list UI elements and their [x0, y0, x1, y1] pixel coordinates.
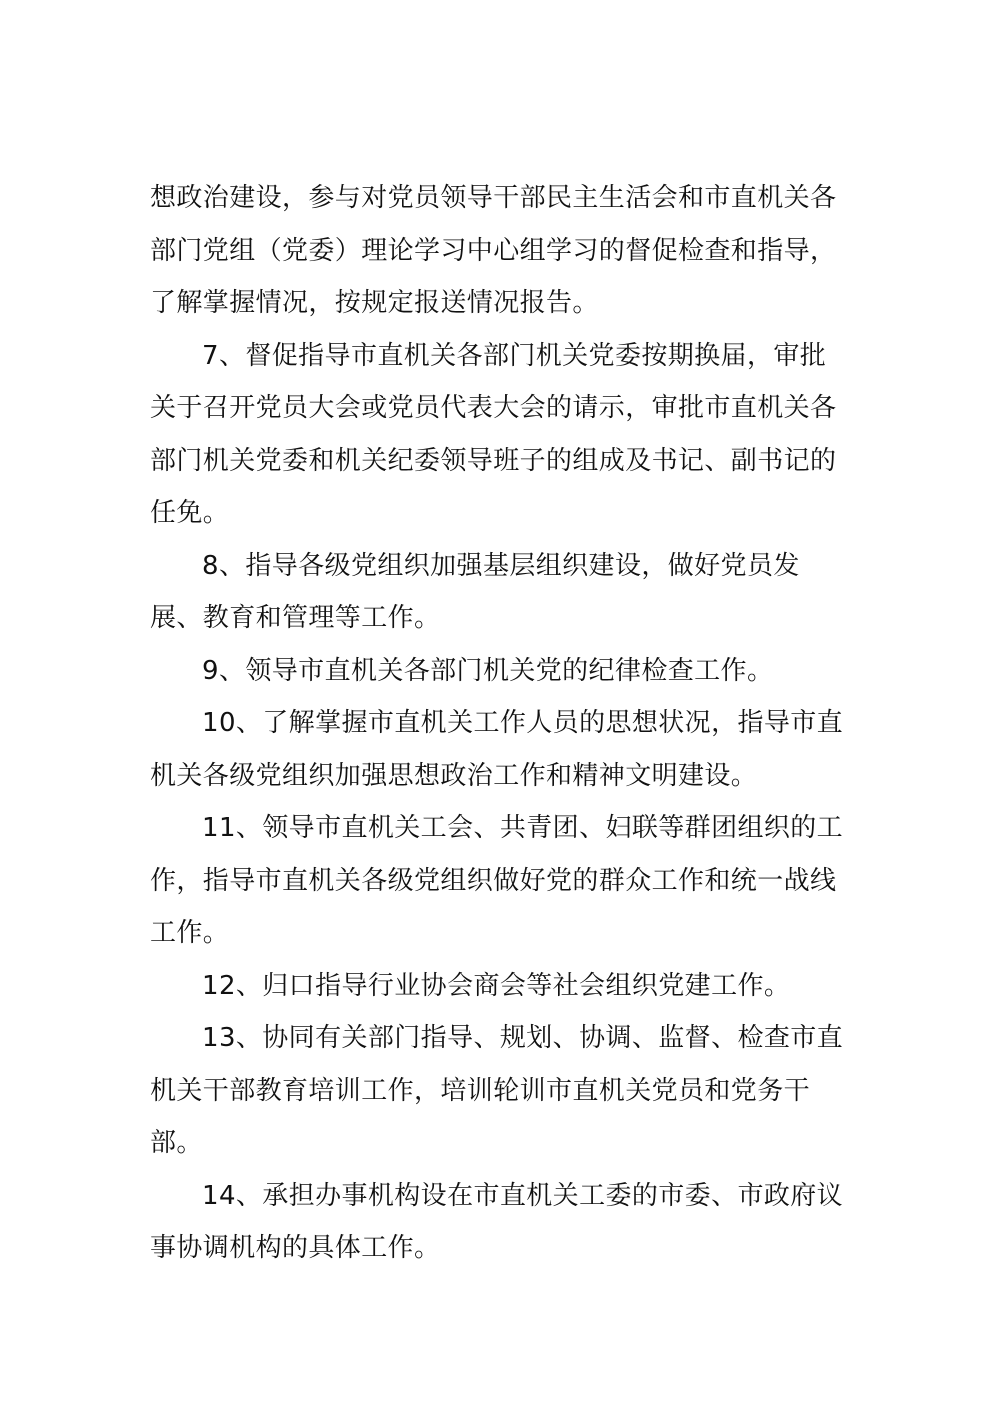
paragraph-item-8: 8、指导各级党组织加强基层组织建设，做好党员发展、教育和管理等工作。: [150, 550, 800, 633]
paragraph-continuation: 想政治建设，参与对党员领导干部民主生活会和市直机关各部门党组（党委）理论学习中心组学习的督促检查和指导，了解掌握情况，按规定报送情况报告。: [150, 183, 837, 318]
paragraph-item-14: 14、承担办事机构设在市直机关工委的市委、市政府议事协调机构的具体工作。: [150, 1180, 844, 1263]
paragraph-item-11: 11、领导市直机关工会、共青团、妇联等群团组织的工作，指导市直机关各级党组织做好党的群众工作和统一战线工作。: [150, 813, 844, 948]
document-body: [150, 172, 850, 1275]
paragraph-item-9: 9、领导市直机关各部门机关党的纪律检查工作。: [202, 655, 774, 686]
paragraph-item-12: 12、归口指导行业协会商会等社会组织党建工作。: [202, 970, 791, 1001]
paragraph-item-13: 13、协同有关部门指导、规划、协调、监督、检查市直机关干部教育培训工作，培训轮训市直机关党员和党务干部。: [150, 1023, 844, 1158]
paragraph-item-7: 7、督促指导市直机关各部门机关党委按期换届，审批关于召开党员大会或党员代表大会的请示，审批市直机关各部门机关党委和机关纪委领导班子的组成及书记、副书记的任免。: [150, 340, 837, 528]
paragraph-item-10: 10、了解掌握市直机关工作人员的思想状况，指导市直机关各级党组织加强思想政治工作和精神文明建设。: [150, 708, 844, 791]
